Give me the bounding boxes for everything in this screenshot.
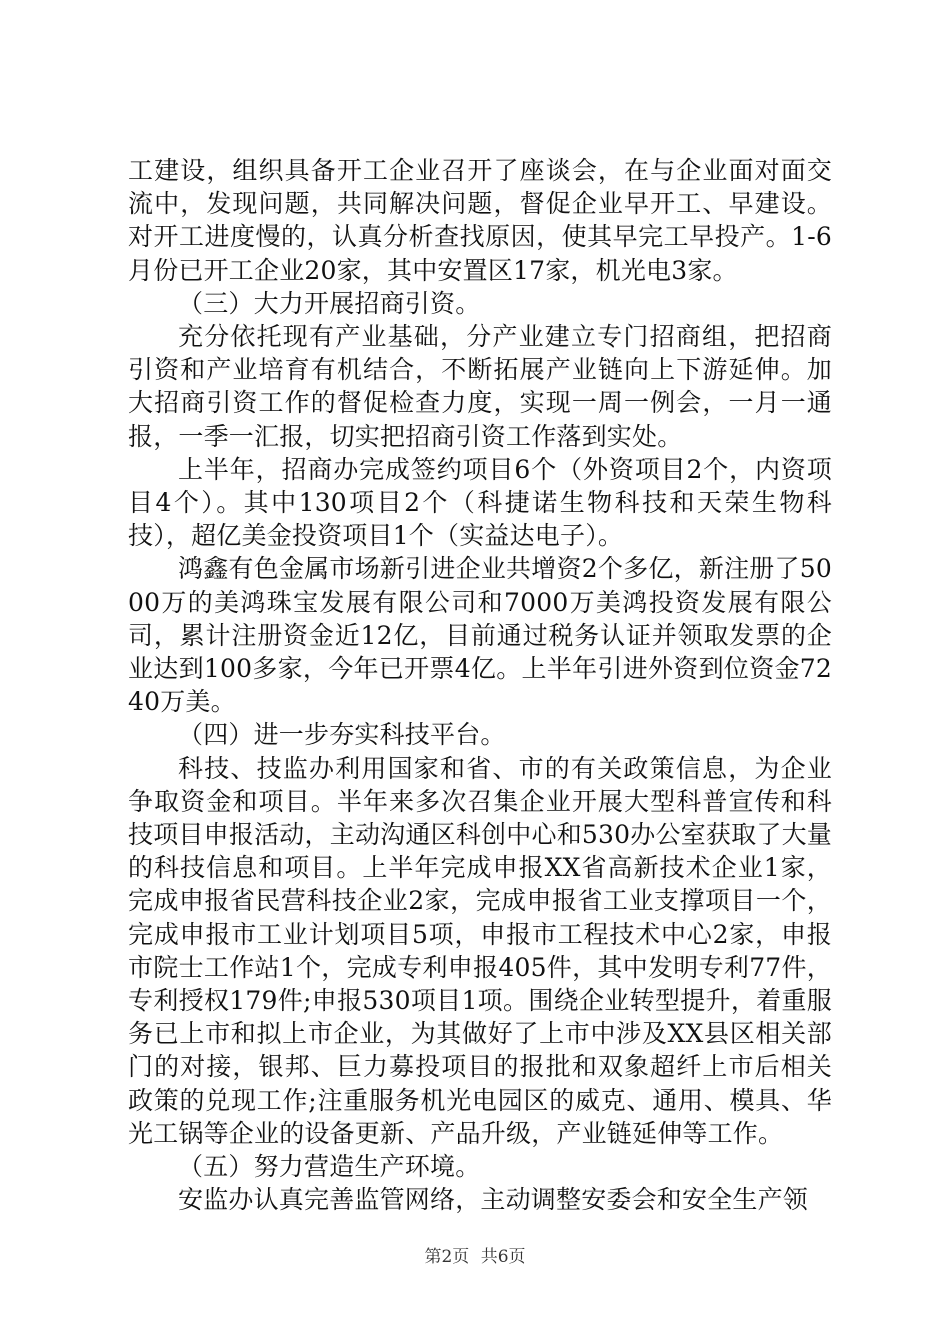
paragraph: 安监办认真完善监管网络，主动调整安委会和安全生产领 — [178, 1185, 809, 1215]
paragraph: 鸿鑫有色金属市场新引进企业共增资2个多亿，新注册了5000万的美鸿珠宝发展有限公司和7000万美鸿投资发展有限公司，累计注册资金近12亿，目前通过税务认证并领取发票的企业达到100多家，今年已开票4亿。上半年引进外资到位资金7240万美。 — [128, 554, 832, 717]
page-footer — [0, 1242, 950, 1267]
page-total: 共6页 — [480, 1247, 526, 1267]
document-body — [128, 154, 832, 1217]
paragraph: 充分依托现有产业基础，分产业建立专门招商组，把招商引资和产业培育有机结合，不断拓展产业链向上下游延伸。加大招商引资工作的督促检查力度，实现一周一例会，一月一通报，一季一汇报，切实把招商引资工作落到实处。 — [128, 322, 832, 451]
section-heading-5: （五）努力营造生产环境。 — [178, 1152, 481, 1182]
section-heading-3: （三）大力开展招商引资。 — [178, 288, 481, 318]
paragraph: 上半年，招商办完成签约项目6个（外资项目2个，内资项目4个）。其中130项目2个（科捷诺生物科技和天荣生物科技），超亿美金投资项目1个（实益达电子）。 — [128, 454, 832, 551]
paragraph-continuation: 工建设，组织具备开工企业召开了座谈会，在与企业面对面交流中，发现问题，共同解决问题，督促企业早开工、早建设。对开工进度慢的，认真分析查找原因，使其早完工早投产。1-6月份已开工企业20家，其中安置区17家，机光电3家。 — [128, 156, 832, 285]
section-heading-4: （四）进一步夯实科技平台。 — [178, 720, 506, 750]
paragraph: 科技、技监办利用国家和省、市的有关政策信息，为企业争取资金和项目。半年来多次召集企业开展大型科普宣传和科技项目申报活动，主动沟通区科创中心和530办公室获取了大量的科技信息和项目。上半年完成申报XX省高新技术企业1家，完成申报省民营科技企业2家，完成申报省工业支撑项目一个，完成申报市工业计划项目5项，申报市工程技术中心2家，申报市院士工作站1个，完成专利申报405件，其中发明专利77件，专利授权179件;申报530项目1项。围绕企业转型提升，着重服务已上市和拟上市企业，为其做好了上市中涉及XX县区相关部门的对接，银邦、巨力募投项目的报批和双象超纤上市后相关政策的兑现工作;注重服务机光电园区的威克、通用、模具、华光工锅等企业的设备更新、产品升级，产业链延伸等工作。 — [128, 753, 832, 1148]
page-number: 第2页 — [424, 1247, 470, 1267]
